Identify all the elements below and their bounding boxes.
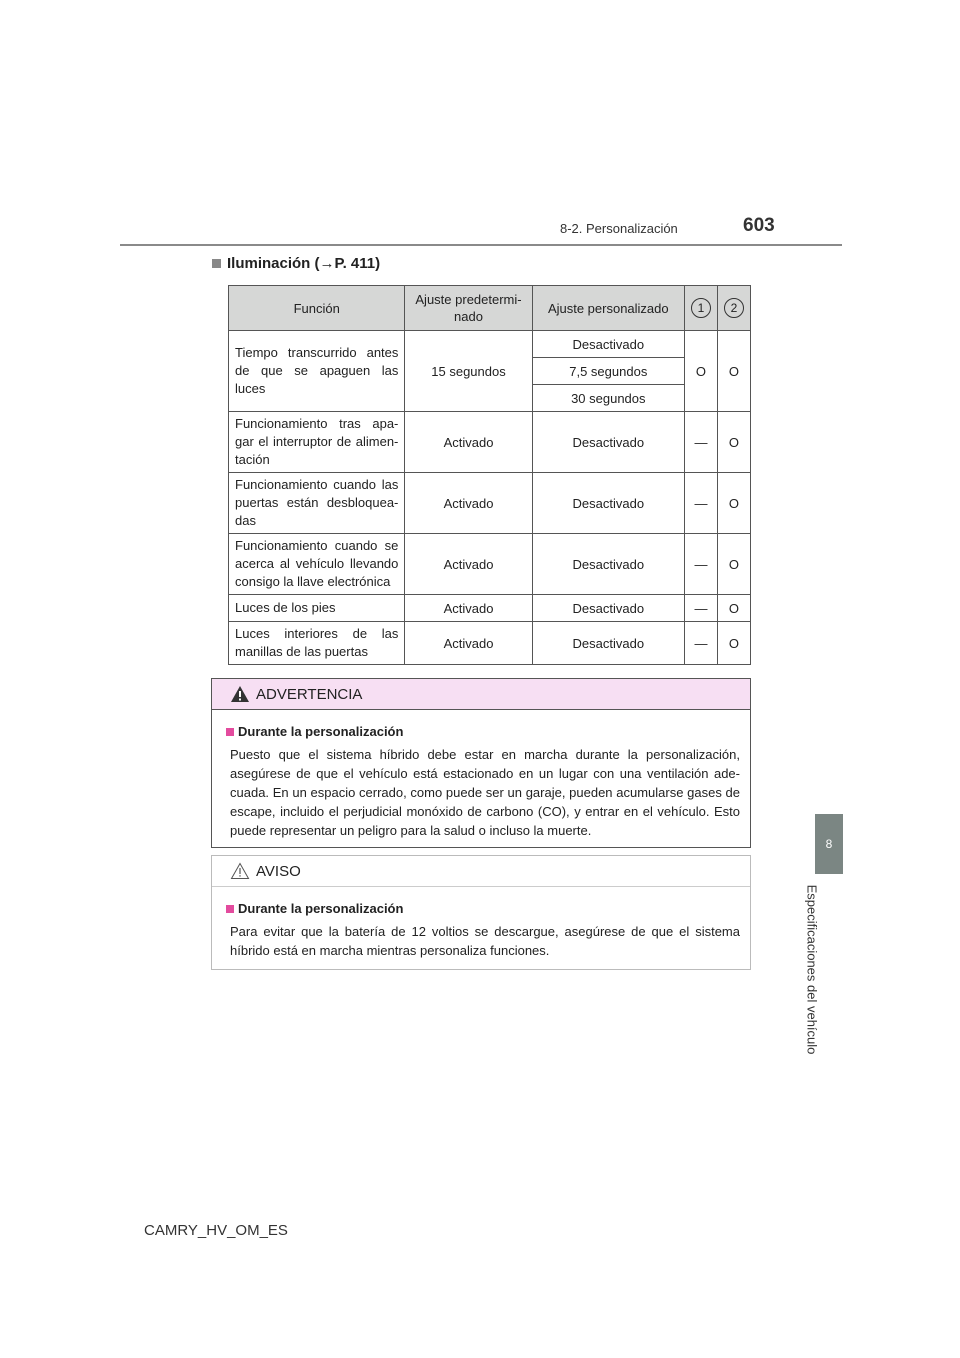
warning-triangle-icon [230,685,250,703]
row-col-1: — [684,534,717,595]
row-default: Activado [405,622,532,665]
warning-box [211,678,751,848]
table-row [229,595,751,622]
circled-two-icon: 2 [724,298,744,318]
row-option: Desactivado [532,534,684,595]
row-default: Activado [405,595,532,622]
caution-triangle-icon [230,862,250,880]
header-col-1 [684,286,717,331]
row-function: Funcionamiento cuando las puertas están desbloquea-das [229,473,405,534]
warning-header [212,679,750,710]
row-option: Desactivado [532,331,684,358]
row-default: 15 segundos [405,331,532,412]
warning-title: ADVERTENCIA [256,685,363,703]
chapter-label: Especificaciones del vehículo [804,884,820,1055]
document-code: CAMRY_HV_OM_ES [144,1222,288,1239]
row-default: Activado [405,473,532,534]
row-col-2: O [717,412,750,473]
row-col-2: O [717,473,750,534]
notice-title: AVISO [256,862,301,880]
pink-square-icon [226,905,234,913]
square-bullet-icon [212,259,221,268]
row-option: 30 segundos [532,385,684,412]
table-header-row [229,286,751,331]
table-row [229,412,751,473]
subheading [212,255,380,272]
table-row [229,473,751,534]
header-rule [120,244,842,246]
warning-item-title [226,722,740,741]
row-col-2: O [717,595,750,622]
row-option: 7,5 segundos [532,358,684,385]
notice-item-title-text: Durante la personalización [238,901,404,916]
row-function: Luces interiores de las manillas de las puertas [229,622,405,665]
row-col-1: O [684,331,717,412]
row-col-2: O [717,622,750,665]
row-option: Desactivado [532,412,684,473]
header-default: Ajuste predetermi-nado [405,286,532,331]
row-option: Desactivado [532,595,684,622]
table-row [229,622,751,665]
row-option: Desactivado [532,622,684,665]
circled-one-icon: 1 [691,298,711,318]
header-custom: Ajuste personalizado [532,286,684,331]
header-function: Función [229,286,405,331]
row-col-1: — [684,473,717,534]
page-number: 603 [743,215,775,236]
settings-table [228,285,751,665]
row-default: Activado [405,412,532,473]
row-col-1: — [684,412,717,473]
pink-square-icon [226,728,234,736]
row-option: Desactivado [532,473,684,534]
row-function: Tiempo transcurrido antes de que se apaguen las luces [229,331,405,412]
table-row [229,331,751,358]
row-col-1: — [684,622,717,665]
row-col-2: O [717,331,750,412]
row-col-2: O [717,534,750,595]
warning-item-text: Puesto que el sistema híbrido debe estar en marcha durante la personalización, asegúrese de que el vehículo está estacionado en un lugar con una ventilación ade-cuada. En un espacio cerrado, como puede ser un garaje, pueden acumularse gases de escape, incluido el perjudicial monóxido de carbono (CO), y entrar en el vehículo. Esto puede representar un peligro para la salud o incluso la muerte. [230,747,740,838]
row-function: Funcionamiento cuando se acerca al vehículo llevando consigo la llave electrónica [229,534,405,595]
table-row [229,534,751,595]
notice-item-text: Para evitar que la batería de 12 voltios se descargue, asegúrese de que el sistema híbrido está en marcha mientras personaliza funciones. [230,924,740,958]
notice-body [212,887,750,960]
notice-header [212,856,750,887]
notice-box [211,855,751,970]
subheading-text: Iluminación (→P. 411) [227,255,381,272]
warning-body [212,710,750,840]
row-default: Activado [405,534,532,595]
chapter-tab[interactable]: 8 [815,814,843,874]
notice-item-title [226,899,740,918]
row-col-1: — [684,595,717,622]
header-col-2 [717,286,750,331]
section-title: 8-2. Personalización [560,221,678,236]
row-function: Funcionamiento tras apa-gar el interruptor de alimen-tación [229,412,405,473]
row-function: Luces de los pies [229,595,405,622]
warning-item-title-text: Durante la personalización [238,724,404,739]
